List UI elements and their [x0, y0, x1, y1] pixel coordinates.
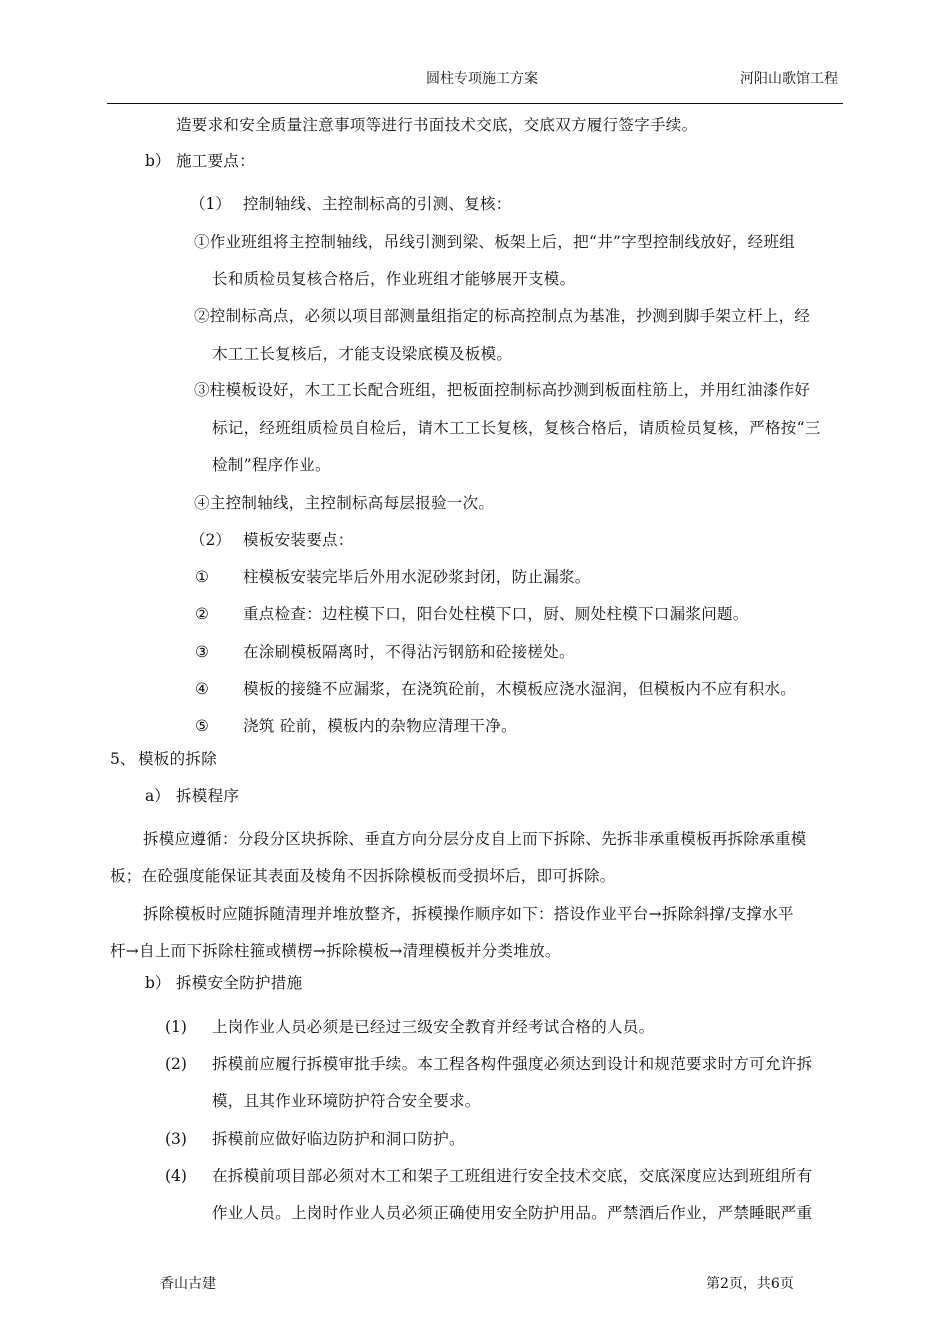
item-marker: ⑤	[195, 717, 209, 735]
text-line: 在拆模前项目部必须对木工和架子工班组进行安全技术交底，交底深度应达到班组所有	[212, 1167, 813, 1185]
header-rule	[107, 103, 843, 104]
text-line: 拆模应遵循：分段分区块拆除、垂直方向分层分皮自上而下拆除、先拆非承重模板再拆除承重模	[143, 830, 807, 848]
item-marker: b）	[145, 974, 171, 992]
item-marker: (2)	[165, 1055, 187, 1073]
section-heading: 模板的拆除	[138, 750, 218, 768]
item-marker: (1)	[165, 1018, 187, 1036]
text-line: 拆模前应做好临边防护和洞口防护。	[212, 1130, 465, 1148]
text-line: 板；在砼强度能保证其表面及棱角不因拆除模板而受损坏后，即可拆除。	[110, 867, 616, 885]
text-line: 模板的接缝不应漏浆，在浇筑砼前，木模板应浇水湿润，但模板内不应有积水。	[243, 680, 797, 698]
item-marker: (3)	[165, 1130, 187, 1148]
text-line: 浇筑 砼前，模板内的杂物应清理干净。	[243, 717, 517, 735]
subheading: 拆模程序	[176, 787, 240, 805]
text-line: 拆除模板时应随拆随清理并堆放整齐，拆模操作顺序如下：搭设作业平台→拆除斜撑/支撑水平	[143, 905, 794, 923]
text-line: 重点检查：边柱模下口，阳台处柱模下口，厨、厕处柱模下口漏浆问题。	[243, 605, 749, 623]
text-line: ①作业班组将主控制轴线，吊线引测到梁、板架上后，把“井”字型控制线放好，经班组	[194, 233, 796, 251]
text-line: 模，且其作业环境防护符合安全要求。	[212, 1092, 481, 1110]
subheading: 控制轴线、主控制标高的引测、复核：	[243, 195, 512, 213]
text-line: ④主控制轴线，主控制标高每层报验一次。	[194, 494, 495, 512]
text-line: 标记，经班组质检员自检后，请木工工长复核，复核合格后，请质检员复核，严格按“三	[212, 419, 821, 437]
item-marker: ③	[195, 643, 209, 661]
text-line: 杆→自上而下拆除柱箍或横楞→拆除模板→清理模板并分类堆放。	[110, 942, 561, 960]
text-line: 造要求和安全质量注意事项等进行书面技术交底，交底双方履行签字手续。	[176, 116, 698, 134]
text-line: 木工工长复核后，才能支设梁底模及板模。	[212, 345, 513, 363]
item-marker: a）	[145, 787, 170, 805]
text-line: 拆模前应履行拆模审批手续。本工程各构件强度必须达到设计和规范要求时方可允许拆	[212, 1055, 813, 1073]
subheading: 施工要点：	[176, 152, 256, 170]
footer-company: 香山古建	[160, 1276, 216, 1292]
section-number: 5、	[110, 750, 136, 768]
page-number: 第2页，共6页	[706, 1276, 794, 1292]
text-line: 柱模板安装完毕后外用水泥砂浆封闭，防止漏浆。	[243, 568, 591, 586]
text-line: ②控制标高点，必须以项目部测量组指定的标高控制点为基准，抄测到脚手架立杆上，经	[194, 307, 811, 325]
item-marker: （2）	[190, 531, 231, 549]
header-title: 圆柱专项施工方案	[426, 71, 538, 87]
item-marker: ②	[195, 605, 209, 623]
text-line: 检制”程序作业。	[212, 456, 331, 474]
item-marker: (4)	[165, 1167, 187, 1185]
text-line: 长和质检员复核合格后，作业班组才能够展开支模。	[212, 270, 576, 288]
subheading: 模板安装要点：	[243, 531, 354, 549]
text-line: ③柱模板设好，木工工长配合班组，把板面控制标高抄测到板面柱筋上，并用红油漆作好	[194, 381, 811, 399]
text-line: 作业人员。上岗时作业人员必须正确使用安全防护用品。严禁酒后作业，严禁睡眠严重	[212, 1204, 813, 1222]
text-line: 在涂刷模板隔离时，不得沾污钢筋和砼接槎处。	[243, 643, 575, 661]
item-marker: b）	[145, 152, 171, 170]
item-marker: ①	[195, 568, 209, 586]
text-line: 上岗作业人员必须是已经过三级安全教育并经考试合格的人员。	[212, 1018, 655, 1036]
item-marker: ④	[195, 680, 209, 698]
item-marker: （1）	[190, 195, 231, 213]
header-project: 河阳山歌馆工程	[740, 71, 838, 87]
subheading: 拆模安全防护措施	[176, 974, 303, 992]
